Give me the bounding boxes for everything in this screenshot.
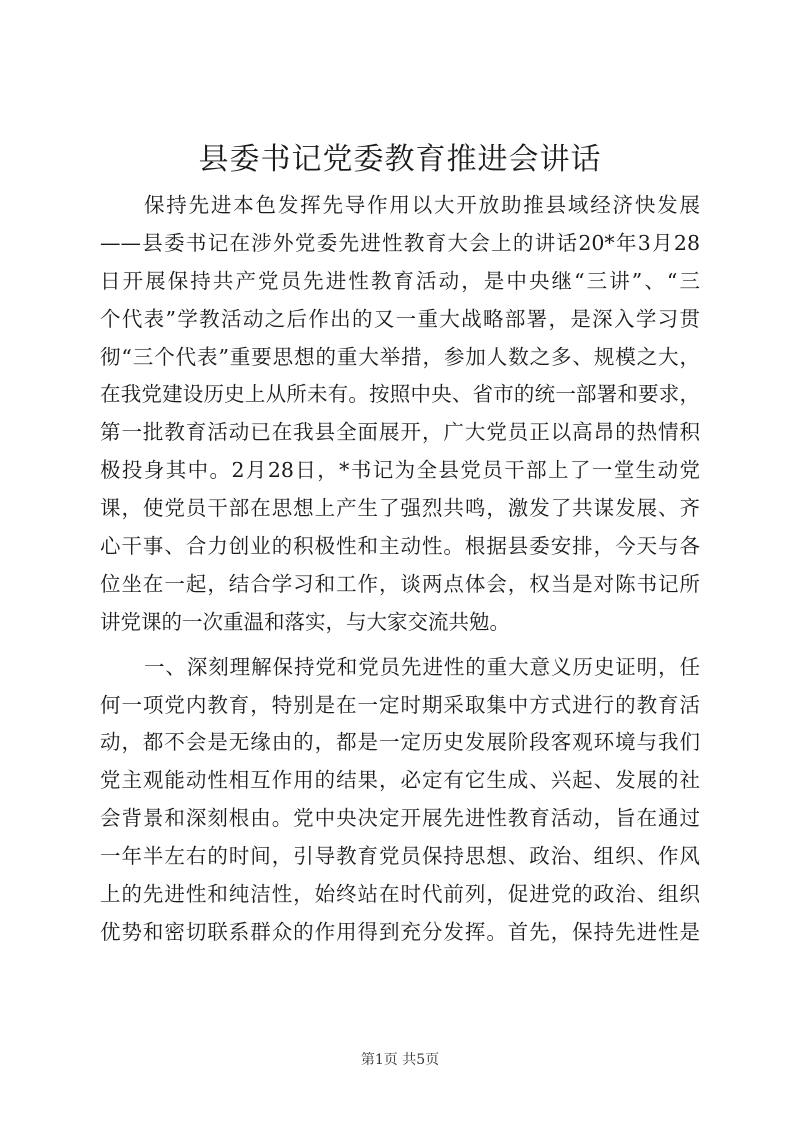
text-line: 彻“三个代表”重要思想的重大举措，参加人数之多、规模之大，	[100, 344, 700, 369]
text-line: 在我党建设历史上从所未有。按照中央、省市的统一部署和要求，	[100, 382, 700, 407]
text-line: 极投身其中。2月28日，*书记为全县党员干部上了一堂生动党	[100, 458, 700, 483]
text-line: 会背景和深刻根由。党中央决定开展先进性教育活动，旨在通过	[100, 806, 700, 831]
text-line: 个代表”学教活动之后作出的又一重大战略部署，是深入学习贯	[100, 306, 700, 331]
text-line: 日开展保持共产党员先进性教育活动，是中央继“三讲”、“三	[100, 268, 700, 293]
text-line: 上的先进性和纯洁性，始终站在时代前列，促进党的政治、组织	[100, 882, 700, 907]
text-line: 课，使党员干部在思想上产生了强烈共鸣，激发了共谋发展、齐	[100, 496, 700, 521]
paragraph-2	[100, 649, 700, 952]
text-line: 保持先进本色发挥先导作用以大开放助推县域经济快发展	[144, 193, 700, 217]
text-line: 位坐在一起，结合学习和工作，谈两点体会，权当是对陈书记所	[100, 571, 700, 596]
text-line: 动，都不会是无缘由的，都是一定历史发展阶段客观环境与我们	[100, 730, 700, 755]
document-body	[100, 187, 700, 952]
text-line: 讲党课的一次重温和落实，与大家交流共勉。	[100, 609, 510, 634]
text-line: 第一批教育活动已在我县全面展开，广大党员正以高昂的热情积	[100, 420, 700, 445]
document-title: 县委书记党委教育推进会讲话	[198, 142, 602, 177]
text-line: 一年半左右的时间，引导教育党员保持思想、政治、组织、作风	[100, 844, 700, 869]
text-line: 党主观能动性相互作用的结果，必定有它生成、兴起、发展的社	[100, 768, 700, 793]
text-line: 一、深刻理解保持党和党员先进性的重大意义历史证明，任	[144, 654, 700, 679]
text-line: 何一项党内教育，特别是在一定时期采取集中方式进行的教育活	[100, 692, 700, 717]
paragraph-spacer	[100, 642, 700, 649]
text-line: 优势和密切联系群众的作用得到充分发挥。首先，保持先进性是	[100, 919, 700, 944]
text-line: ——县委书记在涉外党委先进性教育大会上的讲话20*年3月28	[100, 230, 700, 255]
text-line: 心干事、合力创业的积极性和主动性。根据县委安排，今天与各	[100, 534, 700, 559]
page-number: 第1页 共5页	[360, 1052, 440, 1068]
paragraph-1	[100, 187, 700, 642]
